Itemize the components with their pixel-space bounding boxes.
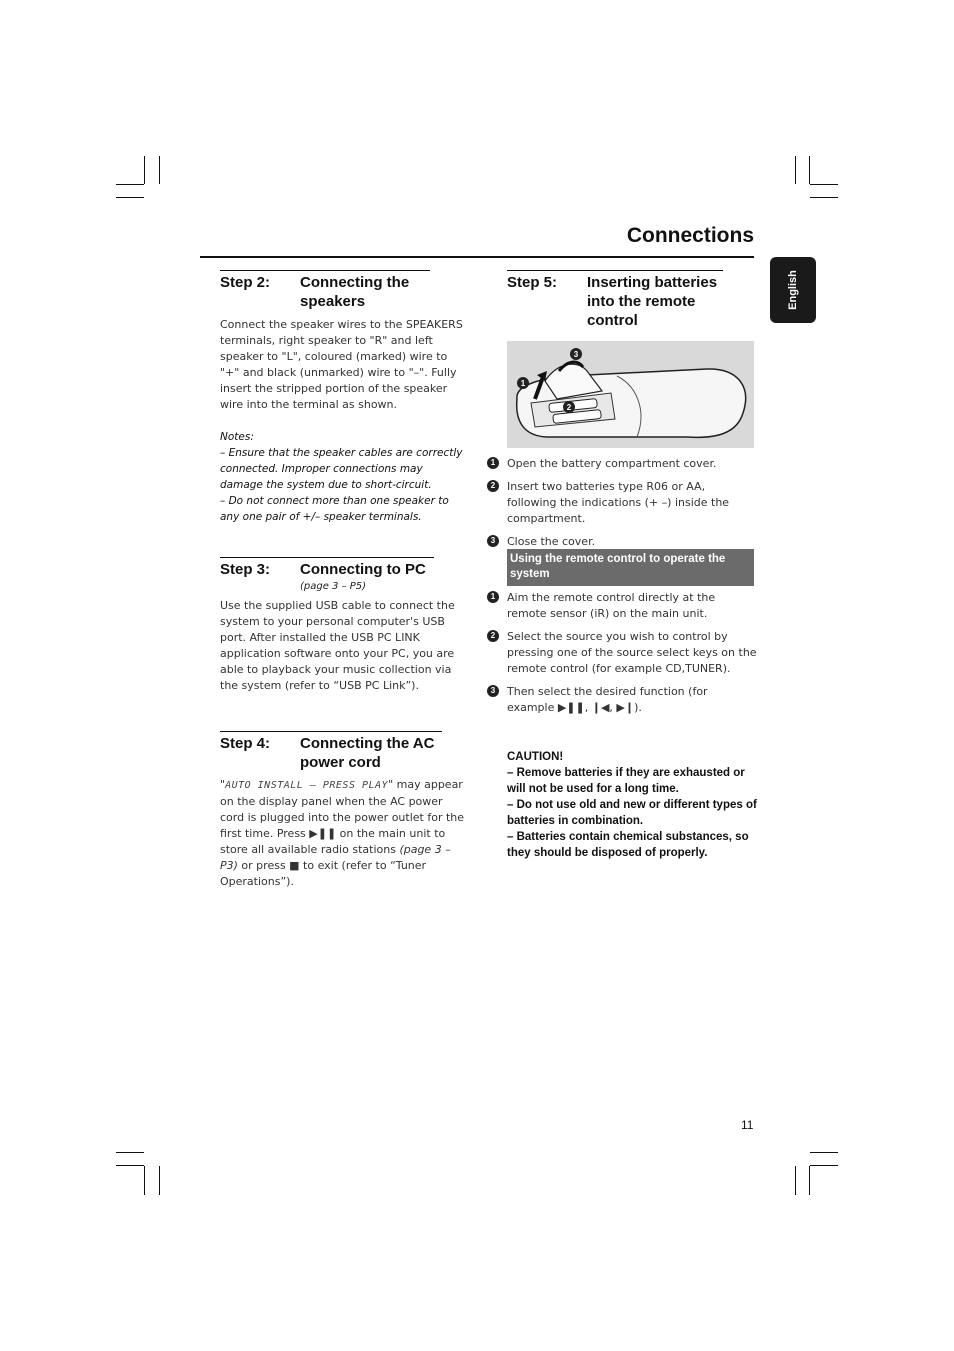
step3-heading — [220, 557, 434, 579]
crop-mark — [144, 156, 145, 184]
caution-block — [507, 749, 757, 861]
caution-line-2: – Do not use old and new or different types of batteries in combination. — [507, 799, 757, 827]
crop-mark — [810, 197, 838, 198]
list-item — [487, 456, 757, 472]
crop-mark — [810, 1165, 838, 1166]
crop-mark — [116, 184, 144, 185]
list-item-text: Aim the remote control directly at the remote sensor (iR) on the main unit. — [507, 591, 716, 620]
language-tab-label: English — [787, 270, 799, 310]
display-text: AUTO INSTALL – PRESS PLAY — [225, 780, 389, 791]
step3-title: Connecting to PC — [300, 561, 426, 578]
step2-notes-label: Notes: — [220, 431, 254, 443]
remote-section-banner: Using the remote control to operate the system — [507, 549, 754, 586]
step3-body: Use the supplied USB cable to connect the system to your personal computer's USB port. After installed the USB PC LINK application software onto your PC, you are able to playback your music collection via the system (refer to “USB PC Link”). — [220, 599, 455, 692]
step4-body-b: or press ■ to exit (refer to “Tuner Operations”). — [220, 859, 427, 888]
list-item-text: Select the source you wish to control by pressing one of the source select keys on the remote control (for example CD,TUNER). — [507, 630, 757, 675]
remote-battery-illustration — [507, 341, 754, 448]
caution-line-1: – Remove batteries if they are exhausted or will not be used for a long time. — [507, 767, 745, 795]
list-item-text: Close the cover. — [507, 535, 596, 548]
caution-line-3: – Batteries contain chemical substances, so they should be disposed of properly. — [507, 831, 749, 859]
step2-number: Step 2: — [220, 274, 271, 291]
crop-mark — [809, 156, 810, 184]
step4-section — [220, 731, 466, 890]
caution-label: CAUTION! — [507, 751, 564, 763]
list-item — [487, 590, 757, 622]
step2-body: Connect the speaker wires to the SPEAKERS terminals, right speaker to "R" and left speaker to "L", coloured (marked) wire to "+" and black (unmarked) wire to "–". Fully insert the stripped portion of the speaker wire into the terminal as shown. — [220, 318, 463, 411]
step2-note-1: – Ensure that the speaker cables are correctly connected. Improper connections may damage the system due to short-circuit. — [220, 447, 463, 491]
svg-text:3: 3 — [573, 350, 579, 359]
crop-mark — [116, 197, 144, 198]
crop-mark — [116, 1152, 144, 1153]
list-item — [487, 479, 757, 527]
step4-page-ref: (page 3 – P3) — [220, 843, 451, 872]
step4-body: "AUTO INSTALL – PRESS PLAY" may appear on the display panel when the AC power cord is plugged into the power outlet for the first time. Press ▶❚❚ on the main unit to store all available radio stations (page 3 – P3) or press ■ to exit (refer to “Tuner Operations”). — [220, 778, 465, 888]
crop-mark — [159, 1166, 160, 1195]
step2-heading — [220, 270, 430, 311]
crop-mark — [159, 156, 160, 184]
crop-mark — [795, 1166, 796, 1195]
crop-mark — [810, 1152, 838, 1153]
list-item — [487, 629, 757, 677]
step2-note-2: – Do not connect more than one speaker to any one pair of +/– speaker terminals. — [220, 495, 449, 523]
step4-number: Step 4: — [220, 735, 271, 752]
step3-page-ref: (page 3 – P5) — [300, 581, 367, 592]
language-tab — [770, 257, 816, 323]
page-number: 11 — [741, 1118, 754, 1132]
step5-title: Inserting batteries into the remote control — [587, 274, 718, 329]
step2-title: Connecting the speakers — [300, 274, 410, 310]
list-item-text: Insert two batteries type R06 or AA, following the indications (+ –) inside the compartment. — [507, 480, 730, 525]
list-item-text: Open the battery compartment cover. — [507, 457, 717, 470]
list-item — [487, 534, 757, 550]
step2-section — [220, 270, 466, 525]
svg-text:2: 2 — [566, 403, 572, 412]
step4-heading — [220, 731, 442, 772]
step4-title: Connecting the AC power cord — [300, 735, 435, 771]
remote-control-icon — [507, 341, 754, 448]
list-item-text: Then select the desired function (for example ▶❚❚, ❙◀, ▶❙). — [507, 685, 708, 714]
step-bullet: 3 — [487, 535, 499, 547]
step-bullet: 2 — [487, 630, 499, 642]
list-item — [487, 684, 757, 716]
step3-number: Step 3: — [220, 561, 271, 578]
step-bullet: 3 — [487, 685, 499, 697]
crop-mark — [144, 1166, 145, 1195]
crop-mark — [795, 156, 796, 184]
step3-section — [220, 557, 466, 694]
step5-heading — [507, 270, 723, 330]
step-bullet: 1 — [487, 457, 499, 469]
step5-list — [487, 456, 757, 550]
page-title: Connections — [626, 224, 754, 247]
step-bullet: 1 — [487, 591, 499, 603]
step5-section — [507, 270, 757, 330]
crop-mark — [810, 184, 838, 185]
svg-text:1: 1 — [520, 379, 526, 388]
step4-body-a: " may appear on the display panel when the AC power cord is plugged into the power outlet for the first time. Press ▶❚❚ on the main unit to store all available radio stations — [220, 778, 465, 856]
crop-mark — [116, 1165, 144, 1166]
crop-mark — [809, 1166, 810, 1195]
title-rule — [200, 256, 754, 258]
remote-usage-list — [487, 590, 757, 716]
step-bullet: 2 — [487, 480, 499, 492]
step5-number: Step 5: — [507, 274, 558, 291]
